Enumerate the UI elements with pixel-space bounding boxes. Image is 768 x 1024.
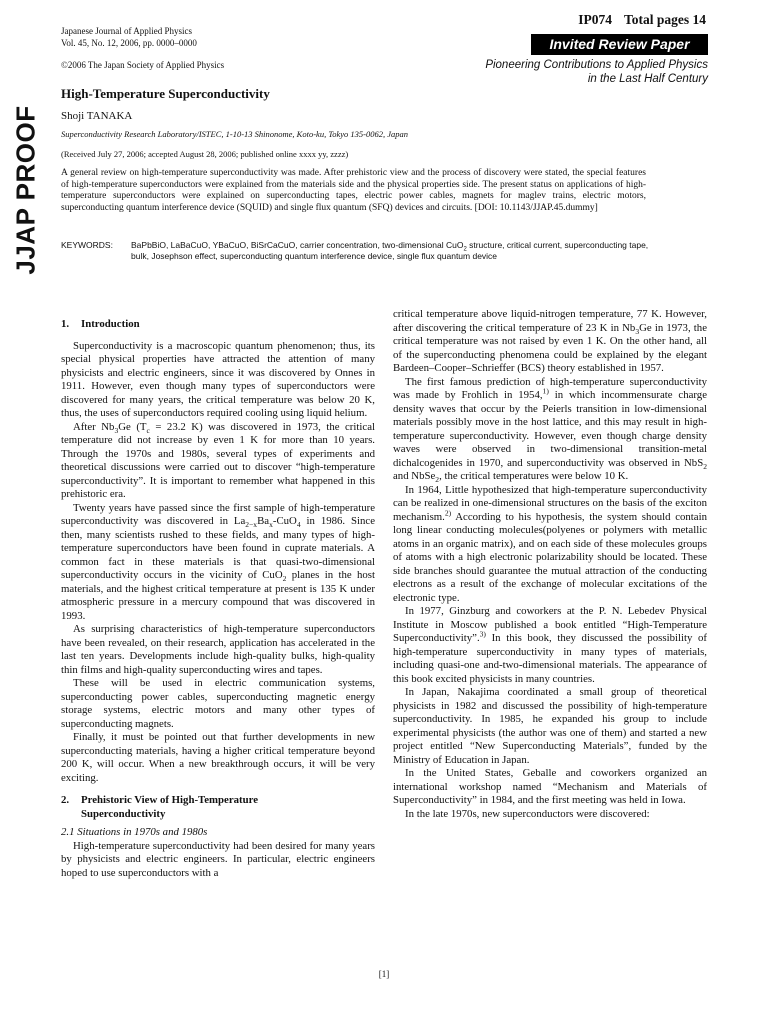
received-dates: (Received July 27, 2006; accepted August 28, 2006; published online xxxx yy, zzzz) — [61, 149, 349, 159]
paragraph: After $Nb_3Ge$ ($T_c = 23.2$ K) was discovered in 1973, the critical temperature did not increase by even 1 K for more than 10 years. Through the 1970s and 1980s, several types of experiments and theoretical discussions were carried out to discover “high-temperature superconductivity”. It is important to remember what happened in this prehistoric era. — [61, 420, 375, 500]
journal-name: Japanese Journal of Applied Physics — [61, 26, 192, 36]
section-heading: 1. Introduction — [61, 318, 140, 330]
paragraph: Superconductivity is a macroscopic quantum phenomenon; thus, its special physical properties have attracted the attention of many physicists and electric engineers, since it was discovered by Onnes in 1911. However, even though many types of superconductors were discovered for many years, the critical temperature was below 20 K, thus, the uses of superconductors required cooling using liquid helium. — [61, 339, 375, 419]
paper-id-line — [578, 12, 706, 28]
paragraph: Twenty years have passed since the first sample of high-temperature superconductivity was discovered in $La_{2-x}Ba_x-CuO_4$ in 1986. Since then, many scientists rushed to these fields, and many types of high-temperature superconductors have been found in cuprate materials. A common fact in these materials is that quasi-two-dimensional superconductivity occurs in the vicinity of CuO$_2$ planes in the host materials, and the highest critical temperature at present is 135 K under atmospheric pressure in a mercury compound that was discovered in 1993. — [61, 501, 376, 622]
affiliation: Superconductivity Research Laboratory/ISTEC, 1-10-13 Shinonome, Koto-ku, Tokyo 135-0062, Japan — [61, 129, 409, 139]
paragraph: Finally, it must be pointed out that further developments in new superconducting materials, having a higher critical temperature beyond 200 K, will occur. When a new breakthrough occurs, it will be very exciting. — [61, 731, 375, 784]
journal-info — [61, 26, 197, 49]
column-right — [393, 308, 707, 821]
subsection-heading: 2.1 Situations in 1970s and 1980s — [61, 826, 208, 838]
paragraph: The first famous prediction of high-temperature superconductivity was made by Frohlich in 1954,$^{1)}$ in which incommensurate charge density waves that occur by the Peierls transition in low-dimensional materials possibly move in the host lattice, and this may result in high-temperature superconductivity. However, even though charge density waves were observed in two-dimensional transition-metal dichalcogenides in 1970, and superconductivity was observed in NbS$_2$ and NbSe$_2$, the critical temperatures were below 10 K. — [393, 375, 707, 485]
paragraph: As surprising characteristics of high-temperature superconductors have been revealed, on their research, application has accelerated in the last ten years. Developments include high-quality bulks, high-quality thin films and high-quality superconducting wires and tapes. — [61, 623, 375, 676]
paragraph: In 1977, Ginzburg and coworkers at the P. N. Lebedev Physical Institute in Moscow published a book entitled “High-Temperature Superconductivity”.$^{3)}$ In this book, they discussed the possibility of high-temperature superconductivity in many types of materials, including quasi-one and-two-dimensional materials. The appearance of this book excited physicists in many countries. — [393, 605, 707, 685]
paragraph: High-temperature superconductivity had been desired for many years by physicists and electric engineers. In particular, electric engineers hoped to use superconductors with a — [61, 839, 375, 879]
article-title: High-Temperature Superconductivity — [61, 86, 270, 101]
copyright: ©2006 The Japan Society of Applied Physics — [61, 60, 225, 70]
paragraph: critical temperature above liquid-nitrogen temperature, 77 K. However, after discovering the critical temperature of 23 K in $Nb_3Ge$ in 1973, the critical temperature was not raised by even 1 K. On the other hand, all of the superconducting phenomena could be explained by the elegant Bardeen–Cooper–Schrieffer (BCS) theory established in 1957. — [393, 308, 707, 374]
jjap-proof-sidebar: JJAP PROOF — [10, 105, 41, 275]
paper-id: IP074 — [578, 12, 612, 27]
paragraph: In 1964, Little hypothesized that high-temperature superconductivity can be realized in one-dimensional structures on the basis of the exciton mechanism.$^{2)}$ According to his hypothesis, the system should contain long linear conducting molecules(polyenes or polymers with metallic atoms in an organic matrix), and on each side of these molecules groups of atoms with a high electronic polarizability should be located. These side branches should guarantee the mutual attraction of the conducting electrons as a result of the exchange of molecular excitations of the electronic type. — [393, 483, 707, 604]
series-title: Pioneering Contributions to Applied Physics in the Last Half Century — [485, 59, 708, 85]
keywords-label: KEYWORDS: — [61, 240, 113, 250]
paragraph: In the United States, Geballe and coworkers organized an international workshop named “Mechanism and Materials of Superconductivity” in 1984, and the first meeting was held in Iowa. — [393, 767, 707, 806]
author: Shoji TANAKA — [61, 110, 133, 122]
column-left — [61, 318, 375, 880]
paragraph: In the late 1970s, new superconductors were discovered: — [405, 807, 650, 820]
section-heading: 2. Prehistoric View of High-Temperature Superconductivity — [61, 794, 259, 820]
abstract: A general review on high-temperature superconductivity was made. After prehistoric view and the process of discovery were stated, the special features of high-temperature superconductors were explained from the materials side and the physical properties side. The present status on applications of high-temperature superconductors were explained on superconducting tapes, electric power cables, magnets for maglev trains, electric motors, superconducting quantum interference device (SQUID) and single flux quantum (SFQ) devices and circuits. [DOI: 10.1143/JJAP.45.dummy] — [61, 168, 646, 213]
paragraph: These will be used in electric communication systems, superconducting power cables, superconducting magnetic energy storage systems, electric motors and many other types of superconducting magnets. — [61, 677, 375, 730]
invited-review-banner: Invited Review Paper — [531, 34, 708, 55]
journal-volume: Vol. 45, No. 12, 2006, pp. 0000–0000 — [61, 37, 197, 48]
keywords: KEYWORDS: BaPbBiO, LaBaCuO, YBaCuO, BiSrCaCuO, carrier concentration, two-dimensional CuO$_2$ structure, critical current, superconducting tape, bulk, Josephson effect, superconducting quantum interference device, single flux quantum device — [61, 240, 649, 261]
total-pages: Total pages 14 — [623, 12, 706, 27]
paragraph: In Japan, Nakajima coordinated a small group of theoretical physicists in 1982 and discussed the possibility of high-temperature superconductivity. In 1985, he expanded his group to include experimental physicists (the author was one of them) and started a new project entitled “New Superconducting Materials”, funded by the Ministry of Education in Japan. — [393, 686, 707, 766]
page-number: [1] — [378, 969, 390, 979]
